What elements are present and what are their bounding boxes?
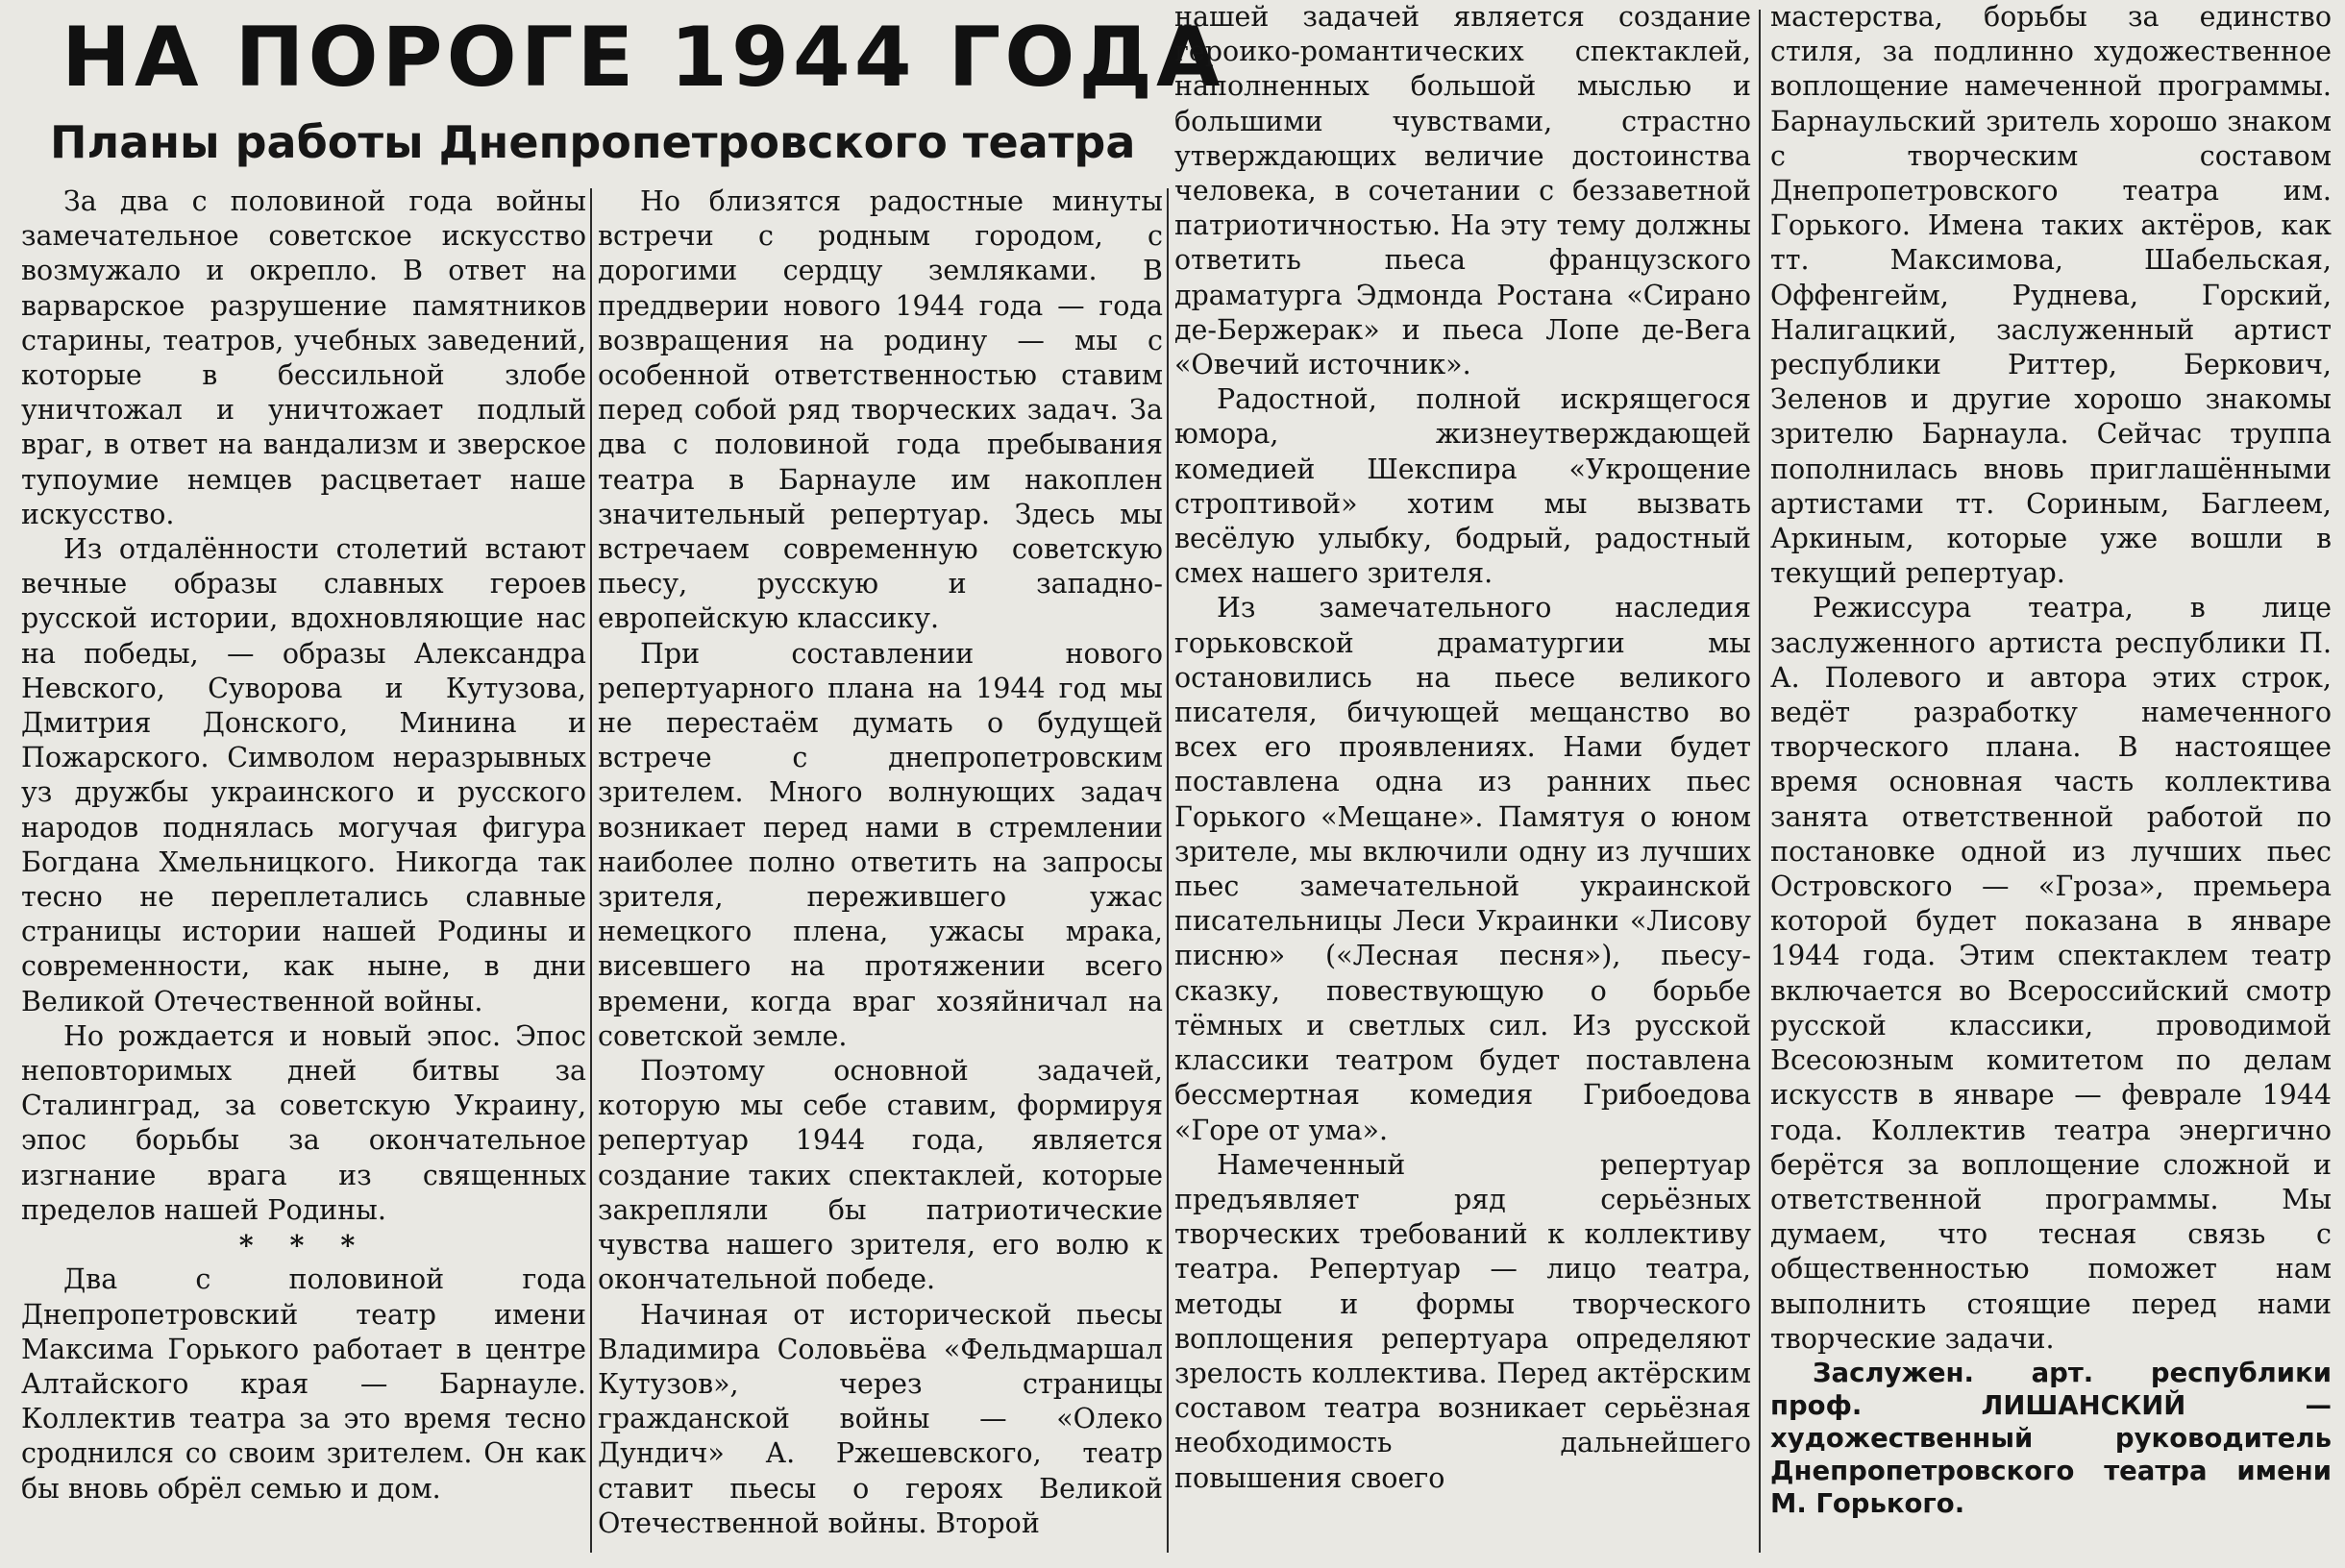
headline: НА ПОРОГЕ 1944 ГОДА [62,10,1224,106]
paragraph: Из отдалённости столетий встают вечные образы славных героев русской истории, вдохновляющие нас на победы, — образы Александра Невского, Суворова и Кутузова, Дмитрия Донского, Минина и Пожарского. Символом неразрывных уз дружбы украинского и русского народов поднялась могучая фигура Богдана Хмельницкого. Никогда так тесно не переплетались славные страницы истории нашей Родины и современности, как ныне, в дни Великой Отечественной войны. [21,533,586,1017]
paragraph: Два с половиной года Днепропетровский театр имени Максима Горького работает в центре Алтайского края — Барнауле. Коллектив театра за это время тесно сроднился со своим зрителем. Он как бы вновь обрёл семью и дом. [21,1263,586,1505]
column-rule [1167,188,1169,1553]
article-column-1 [21,184,586,1560]
column-rule [590,188,592,1553]
paragraph: Но рождается и новый эпос. Эпос неповторимых дней битвы за Сталинград, за советскую Украину, эпос борьбы за окончательное изгнание врага из священных пределов нашей Родины. [21,1019,586,1226]
section-separator: * * * [238,1229,369,1262]
paragraph: Поэтому основной задачей, которую мы себе ставим, формируя репертуар 1944 года, является создание таких спектаклей, которые закрепляли бы патриотические чувства нашего зрителя, его волю к окончательной победе. [598,1055,1163,1296]
paragraph: Начиная от исторической пьесы Владимира Соловьёва «Фельдмаршал Кутузов», через страницы гражданской войны — «Олеко Дундич» А. Ржешевского, театр ставит пьесы о героях Великой Отечественной войны. Второй [598,1298,1163,1539]
article-column-2 [598,184,1163,1560]
paragraph: Режиссура театра, в лице заслуженного артиста республики П. А. Полевого и автора этих строк, ведёт разработку намеченного творческого плана. В настоящее время основная часть коллектива занята ответственной работой по постановке одной из лучших пьес Островского — «Гроза», премьера которой будет показана в январе 1944 года. Этим спектаклем театр включается во Всероссийский смотр русской классики, проводимой Всесоюзным комитетом по делам искусств в январе — феврале 1944 года. Коллектив театра энергично берётся за воплощение сложной и ответственной программы. Мы думаем, что тесная связь с общественностью поможет нам выполнить стоящие перед нами творческие задачи. [1770,592,2332,1355]
paragraph: Но близятся радостные минуты встречи с родным городом, с дорогими сердцу земляками. В преддверии нового 1944 года — года возвращения на родину — мы с особенной ответственностью ставим перед собой ряд творческих задач. За два с половиной года пребывания театра в Барнауле им накоплен значительный репертуар. Здесь мы встречаем современную советскую пьесу, русскую и западно-европейскую классику. [598,185,1163,635]
paragraph: Намеченный репертуар предъявляет ряд серьёзных творческих требований к коллективу театра. Репертуар — лицо театра, методы и формы творческого воплощения репертуара определяют зрелость коллектива. Перед актёрским составом театра возникает серьёзная необходимость дальнейшего повышения своего [1174,1148,1751,1494]
author-signature: Заслужен. арт. республики проф. ЛИШАНСКИЙ — художественный руководитель Днепропетровского театра имени М. Горького. [1770,1357,2332,1519]
subheadline: Планы работы Днепропетровского театра [50,116,1136,168]
paragraph: Радостной, полной искрящегося юмора, жизнеутверждающей комедией Шекспира «Укрощение строптивой» хотим мы вызвать весёлую улыбку, бодрый, радостный смех нашего зрителя. [1174,383,1751,590]
column-rule [1759,10,1761,1553]
paragraph: мастерства, борьбы за единство стиля, за подлинно художественное воплощение намеченной программы. Барнаульский зритель хорошо знаком с творческим составом Днепропетровского театра им. Горького. Имена таких актёров, как тт. Максимова, Шабельская, Оффенгейм, Руднева, Горский, Налигацкий, заслуженный артист республики Риттер, Беркович, Зеленов и другие хорошо знакомы зрителю Барнаула. Сейчас труппа пополнилась вновь приглашёнными артистами тт. Сориным, Баглеем, Аркиным, которые уже вошли в текущий репертуар. [1770,1,2332,590]
article-column-4 [1770,0,2332,1560]
paragraph: нашей задачей является создание героико-романтических спектаклей, наполненных большой мыслью и большими чувствами, страстно утверждающих величие достоинства человека, в сочетании с беззаветной патриотичностью. На эту тему должны ответить пьеса французского драматурга Эдмонда Ростана «Сирано де-Бержерак» и пьеса Лопе де-Вега «Овечий источник». [1174,1,1751,381]
paragraph: При составлении нового репертуарного плана на 1944 год мы не перестаём думать о будущей встрече с днепропетровским зрителем. Много волнующих задач возникает перед нами в стремлении наиболее полно ответить на запросы зрителя, пережившего ужас немецкого плена, ужасы мрака, висевшего на протяжении всего времени, когда враг хозяйничал на советской земле. [598,637,1163,1052]
paragraph: Из замечательного наследия горьковской драматургии мы остановились на пьесе великого писателя, бичующей мещанство во всех его проявлениях. Нами будет поставлена одна из ранних пьес Горького «Мещане». Памятуя о юном зрителе, мы включили одну из лучших пьес замечательной украинской писательницы Леси Украинки «Лисову писню» («Лесная песня»), пьесу-сказку, повествующую о борьбе тёмных и светлых сил. Из русской классики театром будет поставлена бессмертная комедия Грибоедова «Горе от ума». [1174,592,1751,1146]
article-column-3 [1174,0,1751,1560]
paragraph: За два с половиной года войны замечательное советское искусство возмужало и окрепло. В ответ на варварское разрушение памятников старины, театров, учебных заведений, которые в бессильной злобе уничтожал и уничтожает подлый враг, в ответ на вандализм и зверское тупоумие немцев расцветает наше искусство. [21,185,586,530]
